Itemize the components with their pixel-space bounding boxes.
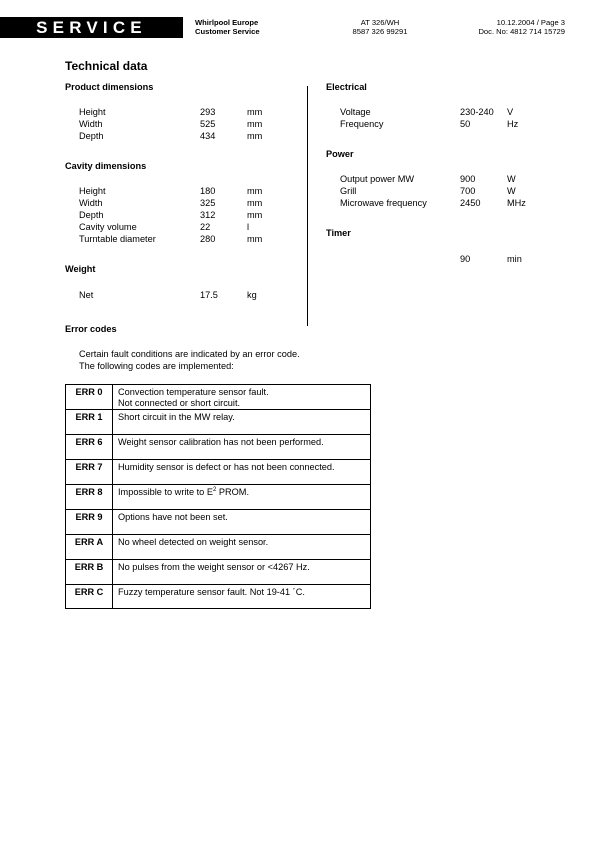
spec-value: 280 xyxy=(200,234,216,244)
column-divider xyxy=(307,86,308,326)
table-row xyxy=(66,385,371,410)
error-codes-intro-1: Certain fault conditions are indicated by an error code. xyxy=(79,349,300,359)
table-row xyxy=(66,435,371,460)
spec-unit: Hz xyxy=(507,119,519,129)
spec-label: Output power MW xyxy=(340,174,415,184)
table-row xyxy=(66,585,371,609)
spec-value: 434 xyxy=(200,131,216,141)
error-code: ERR A xyxy=(66,535,113,560)
spec-unit: mm xyxy=(247,119,263,129)
spec-value: 325 xyxy=(200,198,216,208)
spec-unit: V xyxy=(507,107,514,117)
error-description-text: Impossible to write to E xyxy=(118,487,213,497)
table-row xyxy=(66,485,371,510)
spec-label: Grill xyxy=(340,186,357,196)
table-row xyxy=(66,410,371,435)
spec-label: Width xyxy=(79,198,103,208)
error-code: ERR 0 xyxy=(66,385,113,410)
spec-unit: l xyxy=(247,222,250,232)
error-code: ERR 9 xyxy=(66,510,113,535)
table-row xyxy=(66,460,371,485)
spec-value: 293 xyxy=(200,107,216,117)
company-department: Customer Service xyxy=(195,27,260,36)
error-code: ERR 7 xyxy=(66,460,113,485)
error-code: ERR C xyxy=(66,585,113,609)
spec-value: 50 xyxy=(460,119,471,129)
spec-unit: mm xyxy=(247,210,263,220)
electrical-heading: Electrical xyxy=(326,82,367,92)
power-heading: Power xyxy=(326,149,354,159)
error-code: ERR 6 xyxy=(66,435,113,460)
spec-value: 180 xyxy=(200,186,216,196)
spec-label: Cavity volume xyxy=(79,222,137,232)
model-name: AT 326/WH xyxy=(360,18,400,27)
spec-unit: MHz xyxy=(507,198,526,208)
table-row xyxy=(66,535,371,560)
error-description: Options have not been set. xyxy=(113,510,371,535)
spec-value: 2450 xyxy=(460,198,481,208)
spec-label: Turntable diameter xyxy=(79,234,156,244)
model-code: 8587 326 99291 xyxy=(352,27,408,36)
spec-unit: kg xyxy=(247,290,257,300)
error-description: No wheel detected on weight sensor. xyxy=(113,535,371,560)
spec-label: Height xyxy=(79,107,106,117)
date-page: 10.12.2004 / Page 3 xyxy=(496,18,565,27)
error-description: No pulses from the weight sensor or <4267 Hz. xyxy=(113,560,371,585)
spec-value: 525 xyxy=(200,119,216,129)
error-codes-heading: Error codes xyxy=(65,324,117,334)
page-title: Technical data xyxy=(65,59,148,73)
spec-label: Net xyxy=(79,290,94,300)
spec-unit: mm xyxy=(247,198,263,208)
spec-value: 90 xyxy=(460,254,471,264)
weight-heading: Weight xyxy=(65,264,96,274)
spec-value: 22 xyxy=(200,222,211,232)
spec-label: Voltage xyxy=(340,107,371,117)
spec-label: Width xyxy=(79,119,103,129)
error-code: ERR 1 xyxy=(66,410,113,435)
spec-value: 230-240 xyxy=(460,107,494,117)
spec-unit: W xyxy=(507,186,516,196)
company-name: Whirlpool Europe xyxy=(195,18,259,27)
error-description: Weight sensor calibration has not been performed. xyxy=(113,435,371,460)
error-description-text: PROM. xyxy=(216,487,249,497)
error-code: ERR 8 xyxy=(66,485,113,510)
spec-unit: W xyxy=(507,174,516,184)
spec-value: 700 xyxy=(460,186,476,196)
cavity-dimensions-heading: Cavity dimensions xyxy=(65,161,147,171)
error-description: Short circuit in the MW relay. xyxy=(113,410,371,435)
spec-unit: mm xyxy=(247,234,263,244)
spec-label: Frequency xyxy=(340,119,384,129)
error-description-line: Convection temperature sensor fault. xyxy=(118,387,269,397)
product-dimensions-heading: Product dimensions xyxy=(65,82,154,92)
error-description xyxy=(113,385,371,410)
spec-unit: mm xyxy=(247,131,263,141)
spec-value: 900 xyxy=(460,174,476,184)
error-code: ERR B xyxy=(66,560,113,585)
spec-value: 312 xyxy=(200,210,216,220)
spec-unit: min xyxy=(507,254,522,264)
superscript: 2 xyxy=(212,487,217,493)
error-description-line: Not connected or short circuit. xyxy=(118,398,241,408)
spec-label: Height xyxy=(79,186,106,196)
table-row xyxy=(66,560,371,585)
doc-info-block xyxy=(440,18,565,36)
error-codes-intro-2: The following codes are implemented: xyxy=(79,361,234,371)
spec-label: Depth xyxy=(79,131,104,141)
error-description: Fuzzy temperature sensor fault. Not 19-41 ´C. xyxy=(113,585,371,609)
doc-number: Doc. No: 4812 714 15729 xyxy=(478,27,565,36)
spec-label: Depth xyxy=(79,210,104,220)
spec-label: Microwave frequency xyxy=(340,198,427,208)
error-codes-table xyxy=(65,384,371,609)
error-description: Humidity sensor is defect or has not been connected. xyxy=(113,460,371,485)
spec-value: 17.5 xyxy=(200,290,218,300)
company-block xyxy=(195,18,260,36)
timer-heading: Timer xyxy=(326,228,351,238)
table-row xyxy=(66,510,371,535)
service-badge: SERVICE xyxy=(0,17,183,38)
spec-unit: mm xyxy=(247,107,263,117)
spec-unit: mm xyxy=(247,186,263,196)
model-block xyxy=(330,18,430,36)
error-description xyxy=(113,485,371,510)
